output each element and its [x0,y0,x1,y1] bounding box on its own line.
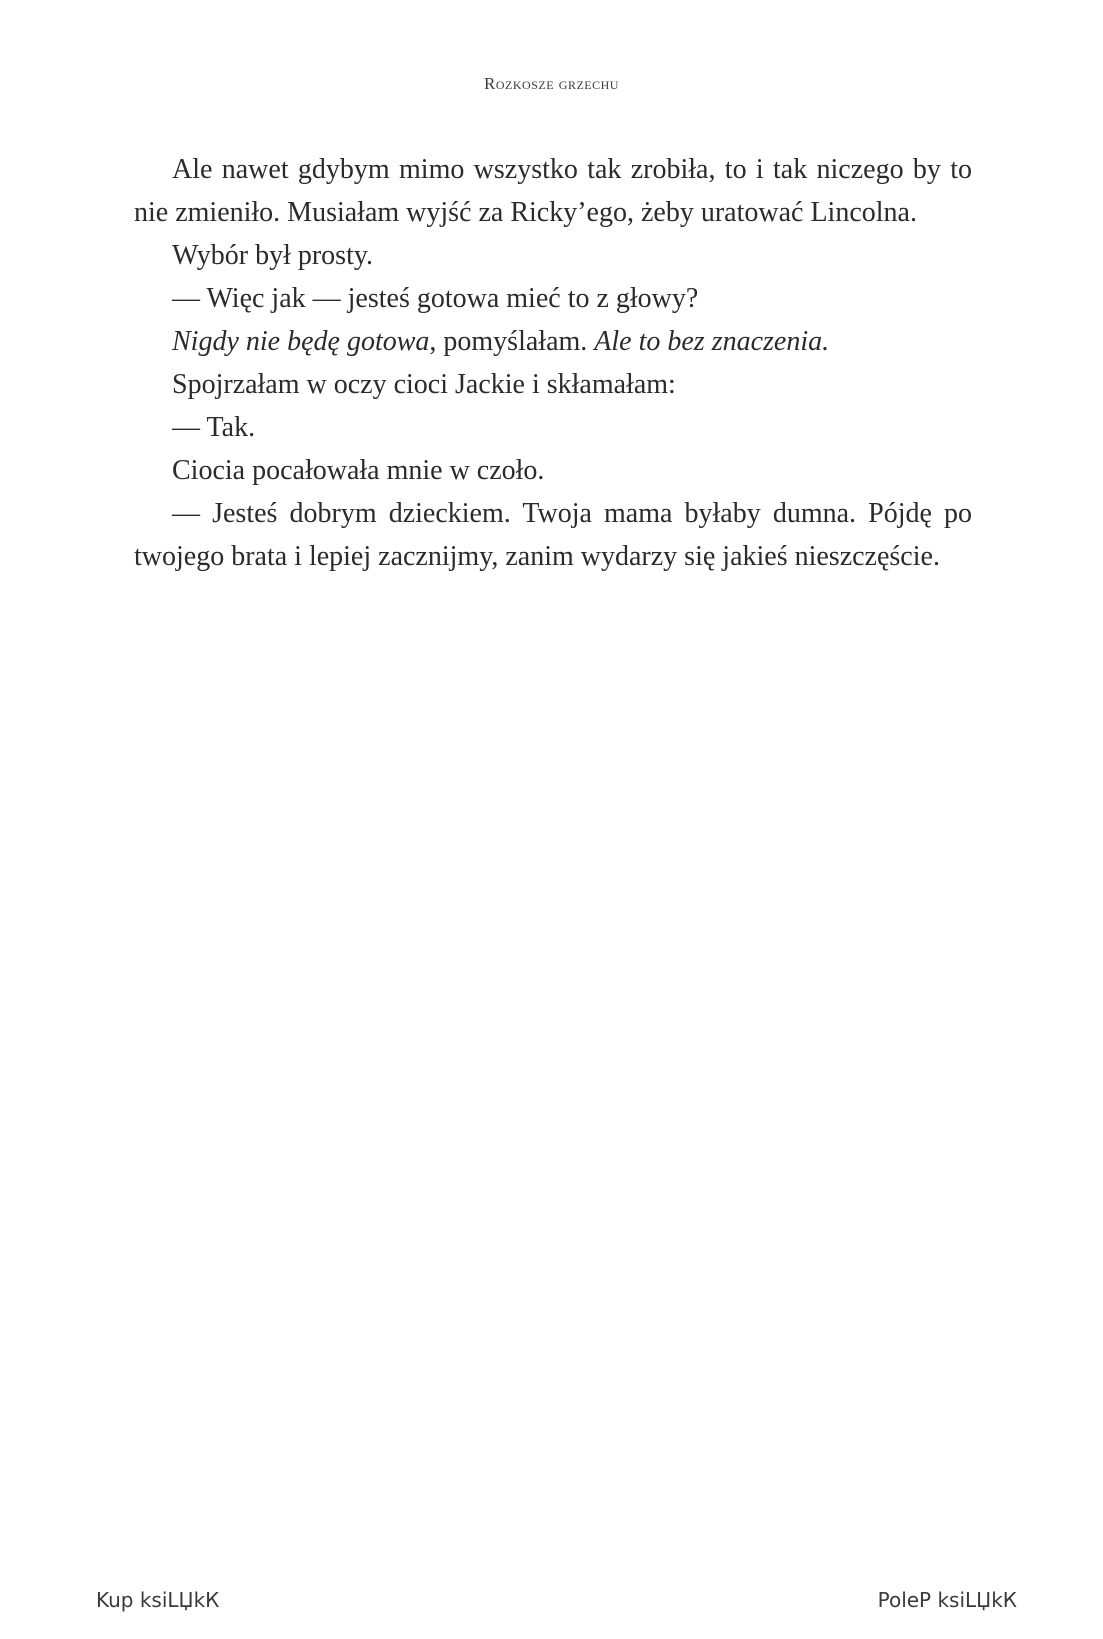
paragraph-text: Ale nawet gdybym mimo wszystko tak zrobiła, to i tak niczego by to nie zmieniło. Musiałam wyjść za Ricky’ego, żeby uratować Lincolna. [134,154,972,228]
paragraph [134,492,972,578]
paragraph [134,148,972,234]
paragraph [134,363,972,406]
paragraph [134,234,972,277]
paragraph [134,449,972,492]
body-text [134,148,972,578]
recommend-book-link[interactable]: PoleP ksiLЏkК [877,1588,1017,1612]
paragraph-text: — Tak. [172,412,256,443]
paragraph [134,406,972,449]
buy-book-link[interactable]: Kup ksiLЏkК [96,1588,220,1612]
paragraph [134,277,972,320]
paragraph [134,320,972,363]
paragraph-text: Wybór był prosty. [172,240,374,271]
paragraph-text: , pomyślałam. [429,326,595,357]
paragraph-text: — Więc jak — jesteś gotowa mieć to z głowy? [172,283,699,314]
paragraph-text: Ciocia pocałowała mnie w czoło. [172,455,545,486]
running-header: Rozkosze grzechu [484,74,619,93]
paragraph-text: Spojrzałam w oczy cioci Jackie i skłamałam: [172,369,676,400]
italic-text: Ale to bez znaczenia. [594,326,830,357]
paragraph-text: — Jesteś dobrym dzieckiem. Twoja mama byłaby dumna. Pójdę po twojego brata i lepiej zacznijmy, zanim wydarzy się jakieś nieszczęście. [134,498,972,572]
italic-text: Nigdy nie będę gotowa [172,326,430,357]
